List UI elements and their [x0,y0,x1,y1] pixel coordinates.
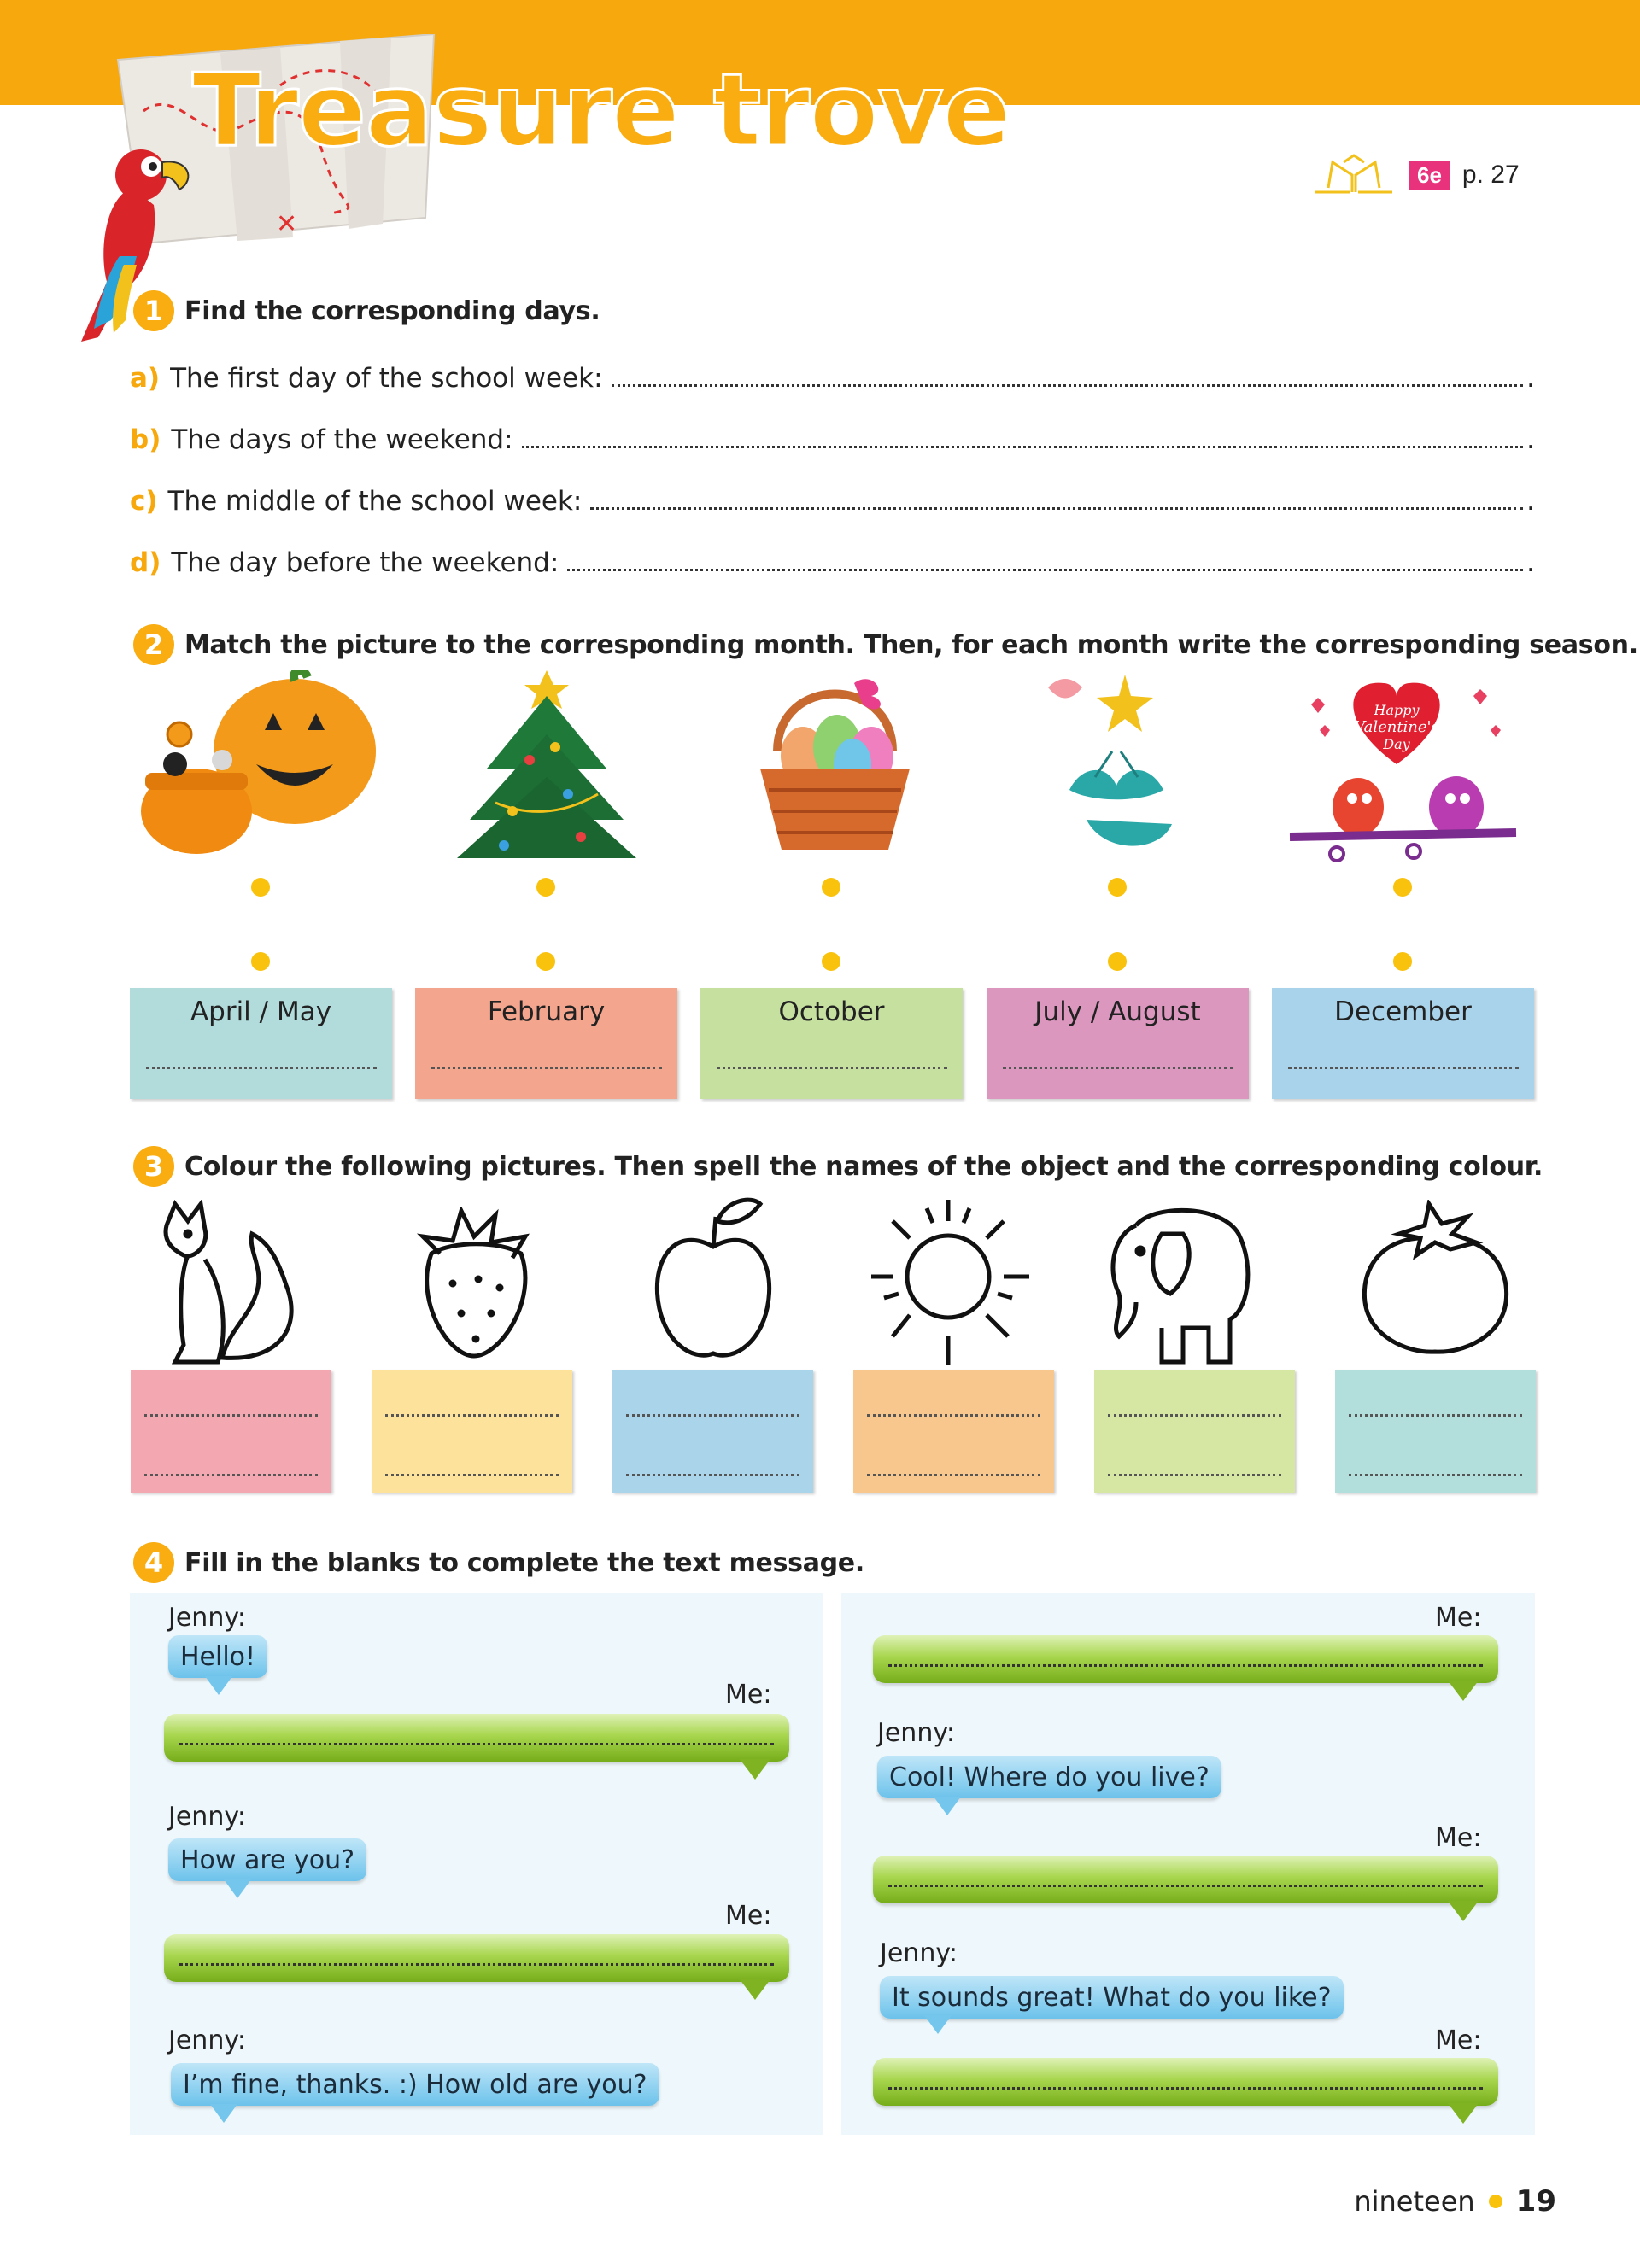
exercise-3-heading [133,1146,1543,1187]
apple-icon [649,1195,777,1366]
question-a: a) The first day of the school week: . [130,363,1535,394]
page-number: 19 [1515,2184,1556,2218]
answer-line[interactable] [612,383,1524,387]
speaker-jenny: Jenny: [168,1603,247,1633]
speaker-jenny: Jenny: [168,1802,247,1832]
question-c: c) The middle of the school week: . [130,486,1535,517]
svg-text:Day: Day [1383,736,1410,752]
object-name-line[interactable] [1349,1414,1522,1417]
jenny-message: I’m fine, thanks. :) How old are you? [171,2063,659,2106]
reply-bubble[interactable] [873,1635,1498,1683]
object-name-line[interactable] [626,1414,800,1417]
bubble-tail [224,1879,251,1898]
object-name-line[interactable] [867,1414,1040,1417]
jenny-message: Cool! Where do you live? [877,1756,1221,1798]
exercise-number: 1 [133,290,174,331]
exercise-number: 3 [133,1146,174,1187]
easter-egg-basket-icon [752,675,918,858]
colour-box-5 [1094,1370,1295,1493]
bubble-tail [740,1759,770,1780]
question-text: The first day of the school week: [170,363,603,394]
speaker-me: Me: [725,1901,772,1931]
question-letter: d) [130,547,161,578]
colour-name-line[interactable] [1108,1474,1281,1476]
match-dot-picture[interactable] [822,878,840,897]
page-number-word: nineteen [1354,2185,1475,2218]
bubble-tail [1448,1681,1479,1701]
bubble-tail [740,1979,770,2000]
season-answer-line[interactable] [717,1067,947,1069]
colour-name-line[interactable] [144,1474,318,1476]
month-label: October [778,997,885,1027]
page-title: Treasure trove [192,51,1010,169]
month-label: July / August [1034,997,1201,1027]
colour-name-line[interactable] [626,1474,800,1476]
month-box-july-august [987,988,1249,1099]
speaker-me: Me: [1435,2025,1482,2055]
jenny-message: Hello! [168,1635,267,1678]
colour-box-4 [853,1370,1054,1493]
footer-dot [1489,2195,1502,2208]
book-icon [1311,154,1397,196]
svg-text:Valentine's: Valentine's [1354,718,1439,736]
exercise-1-heading [133,290,600,331]
colour-name-line[interactable] [1349,1474,1522,1476]
reply-bubble[interactable] [164,1714,789,1762]
swimsuit-beach-icon [1044,670,1185,862]
season-answer-line[interactable] [1003,1067,1233,1069]
exercise-instruction: Find the corresponding days. [184,295,600,326]
reply-bubble[interactable] [873,1856,1498,1903]
strawberry-icon [414,1207,538,1360]
question-letter: c) [130,486,158,517]
question-letter: b) [130,424,161,455]
question-d: d) The day before the weekend: . [130,547,1535,578]
colour-name-line[interactable] [385,1474,559,1476]
bubble-tail [1448,1901,1479,1921]
exercise-instruction: Colour the following pictures. Then spell the names of the object and the corresponding colour. [184,1151,1543,1182]
question-letter: a) [130,363,161,394]
reply-bubble[interactable] [873,2058,1498,2106]
halloween-pumpkins-icon [137,670,384,862]
object-name-line[interactable] [1108,1414,1281,1417]
page-reference: p. 27 [1461,161,1520,189]
jenny-message: How are you? [168,1838,366,1881]
answer-line[interactable] [590,506,1523,510]
month-box-october [700,988,963,1099]
match-dot-month[interactable] [1393,952,1412,971]
match-dot-month[interactable] [536,952,555,971]
sun-icon [863,1195,1034,1366]
bubble-tail [1448,2103,1479,2124]
bubble-tail [924,2015,952,2034]
question-text: The day before the weekend: [171,547,559,578]
jenny-message: It sounds great! What do you like? [880,1976,1344,2019]
bubble-tail [205,1676,232,1695]
month-label: February [487,997,606,1027]
elephant-icon [1102,1200,1256,1366]
christmas-tree-icon [453,666,641,867]
exercise-number: 4 [133,1542,174,1583]
book-reference [1311,154,1520,196]
question-b: b) The days of the weekend: . [130,424,1535,455]
reply-bubble[interactable] [164,1934,789,1982]
colour-box-2 [372,1370,572,1493]
match-dot-picture[interactable] [1393,878,1412,897]
question-text: The middle of the school week: [167,486,583,517]
exercise-instruction: Match the picture to the corresponding month. Then, for each month write the corresponding season. [184,629,1638,660]
answer-line[interactable] [567,568,1523,571]
match-dot-month[interactable] [251,952,270,971]
match-dot-month[interactable] [822,952,840,971]
exercise-instruction: Fill in the blanks to complete the text message. [184,1547,864,1578]
month-box-april-may [130,988,392,1099]
answer-line[interactable] [522,445,1524,448]
speaker-jenny: Jenny: [877,1718,956,1748]
exercise-2-heading [133,624,1638,665]
svg-text:✕: ✕ [276,209,298,239]
speaker-me: Me: [1435,1823,1482,1853]
match-dot-month[interactable] [1108,952,1127,971]
valentines-day-birds-icon [1286,670,1520,871]
speaker-jenny: Jenny: [880,1938,958,1968]
svg-text:Happy: Happy [1374,702,1420,718]
tomato-icon [1356,1200,1514,1358]
colour-box-1 [131,1370,331,1493]
colour-box-3 [612,1370,813,1493]
exercise-number: 2 [133,624,174,665]
month-label: April / May [190,997,332,1027]
month-box-december [1272,988,1534,1099]
bubble-tail [934,1797,961,1815]
page-footer [1354,2184,1556,2218]
level-badge: 6e [1409,161,1450,190]
match-dot-picture[interactable] [536,878,555,897]
match-dot-picture[interactable] [251,878,270,897]
colour-name-line[interactable] [867,1474,1040,1476]
speaker-me: Me: [1435,1603,1482,1633]
exercise-4-heading [133,1542,864,1583]
object-name-line[interactable] [144,1414,318,1417]
fox-icon [158,1200,303,1366]
match-dot-picture[interactable] [1108,878,1127,897]
month-label: December [1334,997,1472,1027]
speaker-jenny: Jenny: [168,2025,247,2055]
season-answer-line[interactable] [431,1067,662,1069]
colour-box-6 [1335,1370,1536,1493]
speaker-me: Me: [725,1680,772,1710]
month-box-february [415,988,677,1099]
bubble-tail [210,2104,237,2123]
object-name-line[interactable] [385,1414,559,1417]
season-answer-line[interactable] [1288,1067,1519,1069]
season-answer-line[interactable] [146,1067,377,1069]
question-text: The days of the weekend: [171,424,513,455]
